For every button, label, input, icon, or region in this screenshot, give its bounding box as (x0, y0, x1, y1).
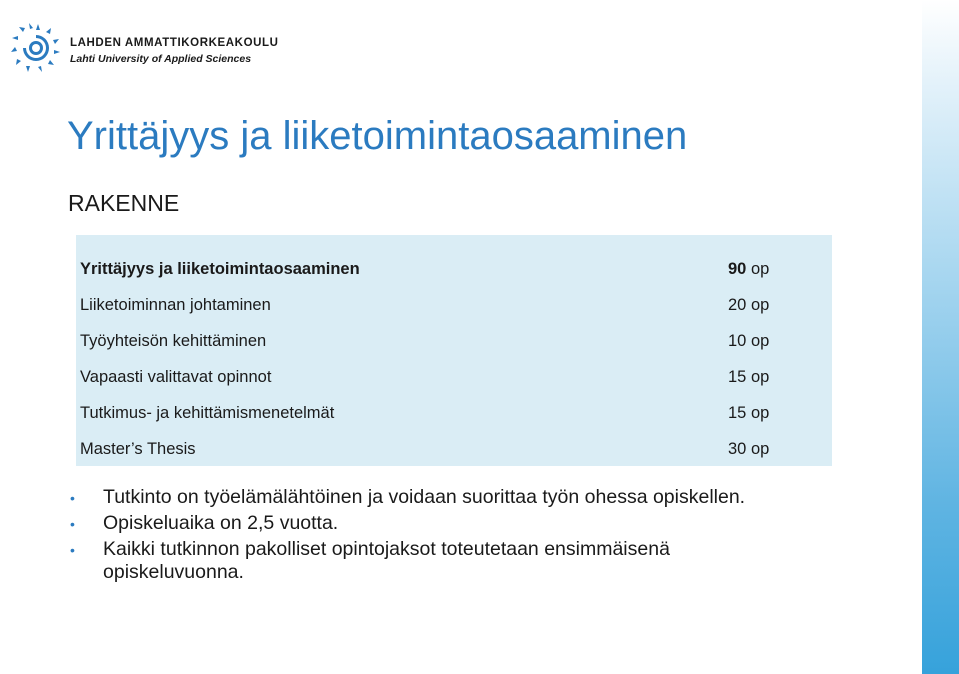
list-item (66, 486, 786, 509)
university-logo (10, 22, 279, 72)
row-name: Liiketoiminnan johtaminen (80, 296, 271, 314)
credit-number: 15 (728, 404, 747, 422)
row-credits (728, 368, 769, 387)
logo-name-english: Lahti University of Applied Sciences (70, 53, 252, 65)
row-name: Yrittäjyys ja liiketoimintaosaaminen (80, 260, 360, 278)
table-row (76, 404, 832, 440)
bullet-list (66, 486, 786, 587)
row-name: Tutkimus- ja kehittämismenetelmät (80, 404, 335, 422)
credit-unit: op (746, 296, 770, 314)
bullet-dot-icon: • (70, 490, 75, 506)
row-credits (728, 296, 769, 315)
credit-unit: op (746, 440, 770, 458)
credit-number: 90 (728, 260, 747, 278)
row-credits (728, 440, 769, 459)
list-item (66, 512, 786, 535)
credit-number: 30 (728, 440, 747, 458)
bullet-text: Tutkinto on työelämälähtöinen ja voidaan suorittaa työn ohessa opiskellen. (103, 486, 746, 508)
row-name: Työyhteisön kehittäminen (80, 332, 267, 350)
credit-unit: op (746, 404, 770, 422)
table-row (76, 296, 832, 332)
list-item (66, 538, 786, 584)
table-row (76, 332, 832, 368)
row-credits (728, 332, 769, 351)
bullet-text: Opiskeluaika on 2,5 vuotta. (103, 512, 339, 534)
credit-number: 10 (728, 332, 747, 350)
table-row (76, 368, 832, 404)
slide-title: Yrittäjyys ja liiketoimintaosaaminen (67, 114, 688, 158)
bullet-dot-icon: • (70, 516, 75, 532)
table-row (76, 440, 832, 476)
row-name: Vapaasti valittavat opinnot (80, 368, 272, 386)
spiral-sun-icon (10, 22, 62, 74)
decorative-side-bar (922, 0, 959, 674)
structure-table (76, 235, 832, 466)
slide-subtitle: RAKENNE (68, 190, 180, 216)
row-name: Master’s Thesis (80, 440, 196, 458)
bullet-dot-icon: • (70, 542, 75, 558)
bullet-text: Kaikki tutkinnon pakolliset opintojaksot toteutetaan ensimmäisenä opiskeluvuonna. (103, 538, 670, 583)
credit-unit: op (746, 332, 770, 350)
row-credits (728, 260, 769, 279)
row-credits (728, 404, 769, 423)
credit-number: 15 (728, 368, 747, 386)
credit-unit: op (746, 368, 770, 386)
table-row-total (76, 260, 832, 296)
credit-number: 20 (728, 296, 747, 314)
credit-unit: op (746, 260, 770, 278)
logo-name-finnish: LAHDEN AMMATTIKORKEAKOULU (70, 37, 279, 49)
